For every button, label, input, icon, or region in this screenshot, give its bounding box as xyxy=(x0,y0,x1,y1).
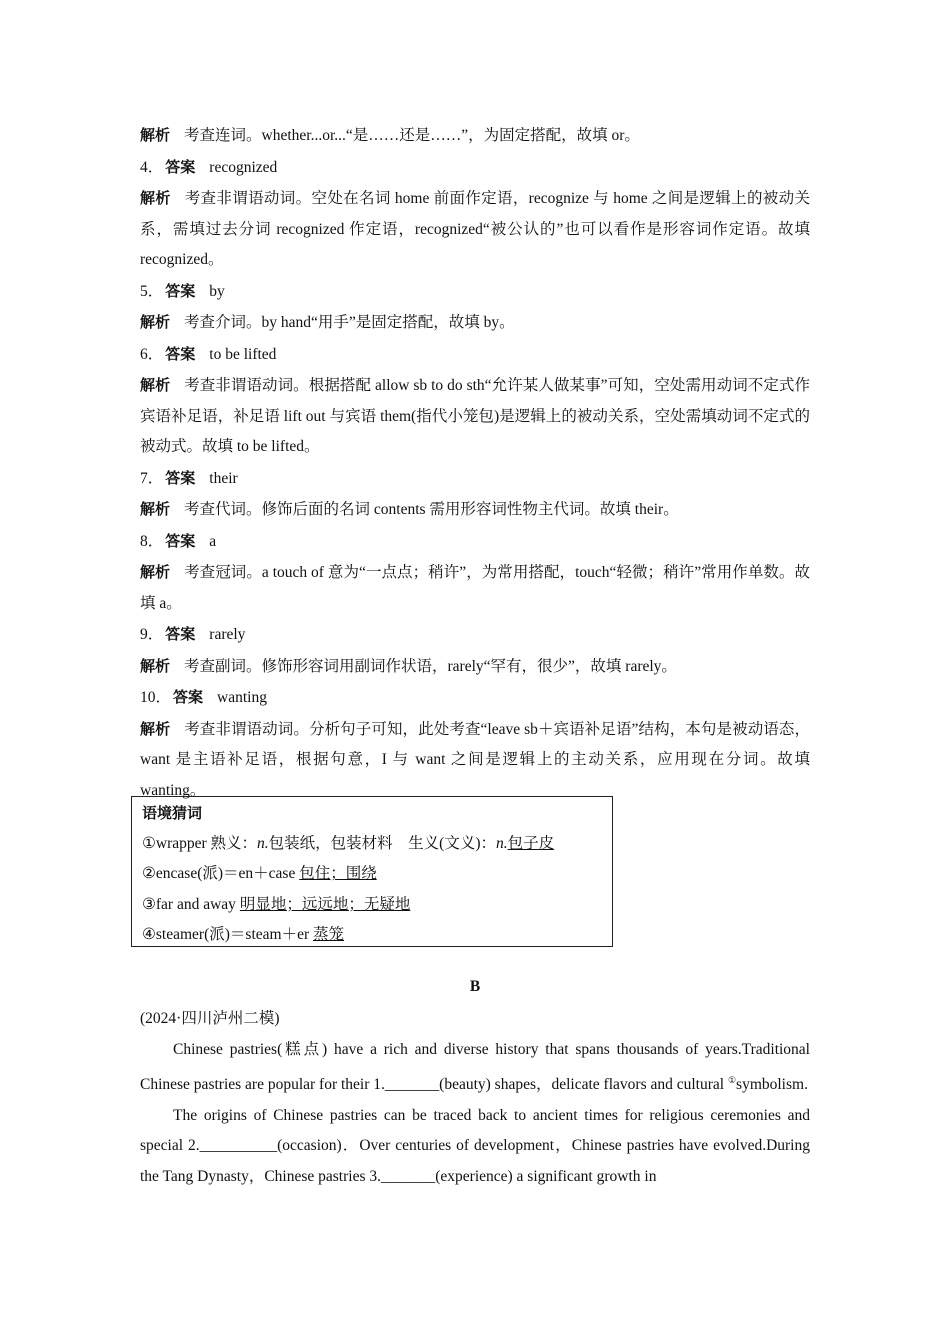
source-line: (2024·四川泸州二模) xyxy=(140,1010,280,1027)
item-6-explanation: 解析 考查非谓语动词。根据搭配 allow sb to do sth“允许某人做某事”可知，空处需用动词不定式作宾语补足语，补足语 lift out 与宾语 them(指代小笼包)是逻辑上的被动关系，空处需填动词不定式的被动式。故填 to be lifted。 xyxy=(140,376,810,455)
analysis-label: 解析 xyxy=(140,563,171,581)
answer-label: 答案 xyxy=(165,344,196,363)
vocab-line-3: ③far and away 明显地；远远地；无疑地 xyxy=(142,895,411,913)
passage-paragraph-2: The origins of Chinese pastries can be traced back to ancient times for religious ceremonies and special 2.__________(occasion)．Over centuries of development，Chinese pastries have evolved.During the Tang Dynasty，Chinese pastries 3._______(experience) a significant growth in xyxy=(140,1106,810,1185)
item-9-explanation: 解析 考查副词。修饰形容词用副词作状语，rarely“罕有，很少”，故填 rarely。 xyxy=(140,656,677,675)
analysis-label: 解析 xyxy=(140,376,171,394)
footnote-marker: ① xyxy=(727,1075,737,1085)
answer-label: 答案 xyxy=(173,688,204,706)
item-5-explanation: 解析 考查介词。by hand“用手”是固定搭配，故填 by。 xyxy=(140,313,515,331)
item-3-explanation: 解析 考查连词。whether...or...“是……还是……”，为固定搭配，故填 or。 xyxy=(140,126,640,144)
item-5-answer: 5． 答案 by xyxy=(140,281,225,300)
section-heading: B xyxy=(469,978,481,995)
item-8-explanation: 解析 考查冠词。a touch of 意为“一点点；稍许”，为常用搭配，touch“轻微；稍许”常用作单数。故填 a。 xyxy=(140,563,810,612)
vocab-line-4: ④steamer(派)＝steam＋er 蒸笼 xyxy=(142,926,345,943)
answer-label: 答案 xyxy=(165,531,196,550)
vocab-line-1: ①wrapper 熟义：n.包装纸，包装材料 生义(文义)：n.包子皮 xyxy=(142,834,555,852)
item-6-answer: 6． 答案 to be lifted xyxy=(140,344,277,363)
analysis-label: 解析 xyxy=(140,313,171,331)
analysis-label: 解析 xyxy=(140,656,171,675)
item-4-explanation: 解析 考查非谓语动词。空处在名词 home 前面作定语，recognize 与 home 之间是逻辑上的被动关系，需填过去分词 recognized 作定语，recognized“被公认的”也可以看作是形容词作定语。故填 recognized。 xyxy=(140,189,810,268)
item-9-answer: 9． 答案 rarely xyxy=(140,625,246,643)
analysis-label: 解析 xyxy=(140,719,171,738)
answer-label: 答案 xyxy=(165,625,196,643)
analysis-label: 解析 xyxy=(140,189,171,207)
item-10-explanation: 解析 考查非谓语动词。分析句子可知，此处考查“leave sb＋宾语补足语”结构，本句是被动语态，want 是主语补足语，根据句意，I 与 want 之间是逻辑上的主动关系，应用现在分词。故填 wanting。 xyxy=(140,719,810,799)
item-8-answer: 8． 答案 a xyxy=(140,531,217,550)
passage-paragraph-1: Chinese pastries(糕点) have a rich and diverse history that spans thousands of years.Traditional Chinese pastries are popular for their 1._______(beauty) shapes，delicate flavors and cultural ①symbolism. xyxy=(140,1040,810,1093)
answer-label: 答案 xyxy=(165,281,196,300)
item-10-answer: 10． 答案 wanting xyxy=(140,688,267,706)
section-b xyxy=(140,972,810,1192)
answer-explanations xyxy=(140,120,810,806)
box-title: 语境猜词 xyxy=(142,804,203,822)
analysis-label: 解析 xyxy=(140,500,171,518)
answer-label: 答案 xyxy=(165,157,196,176)
answer-label: 答案 xyxy=(165,468,196,487)
item-4-answer: 4． 答案 recognized xyxy=(140,157,278,176)
item-7-explanation: 解析 考查代词。修饰后面的名词 contents 需用形容词性物主代词。故填 their。 xyxy=(140,500,679,518)
vocab-line-2: ②encase(派)＝en＋case 包住；围绕 xyxy=(142,865,377,882)
item-7-answer: 7． 答案 their xyxy=(140,468,238,487)
analysis-label: 解析 xyxy=(140,126,171,144)
vocab-guess-box xyxy=(131,796,613,947)
